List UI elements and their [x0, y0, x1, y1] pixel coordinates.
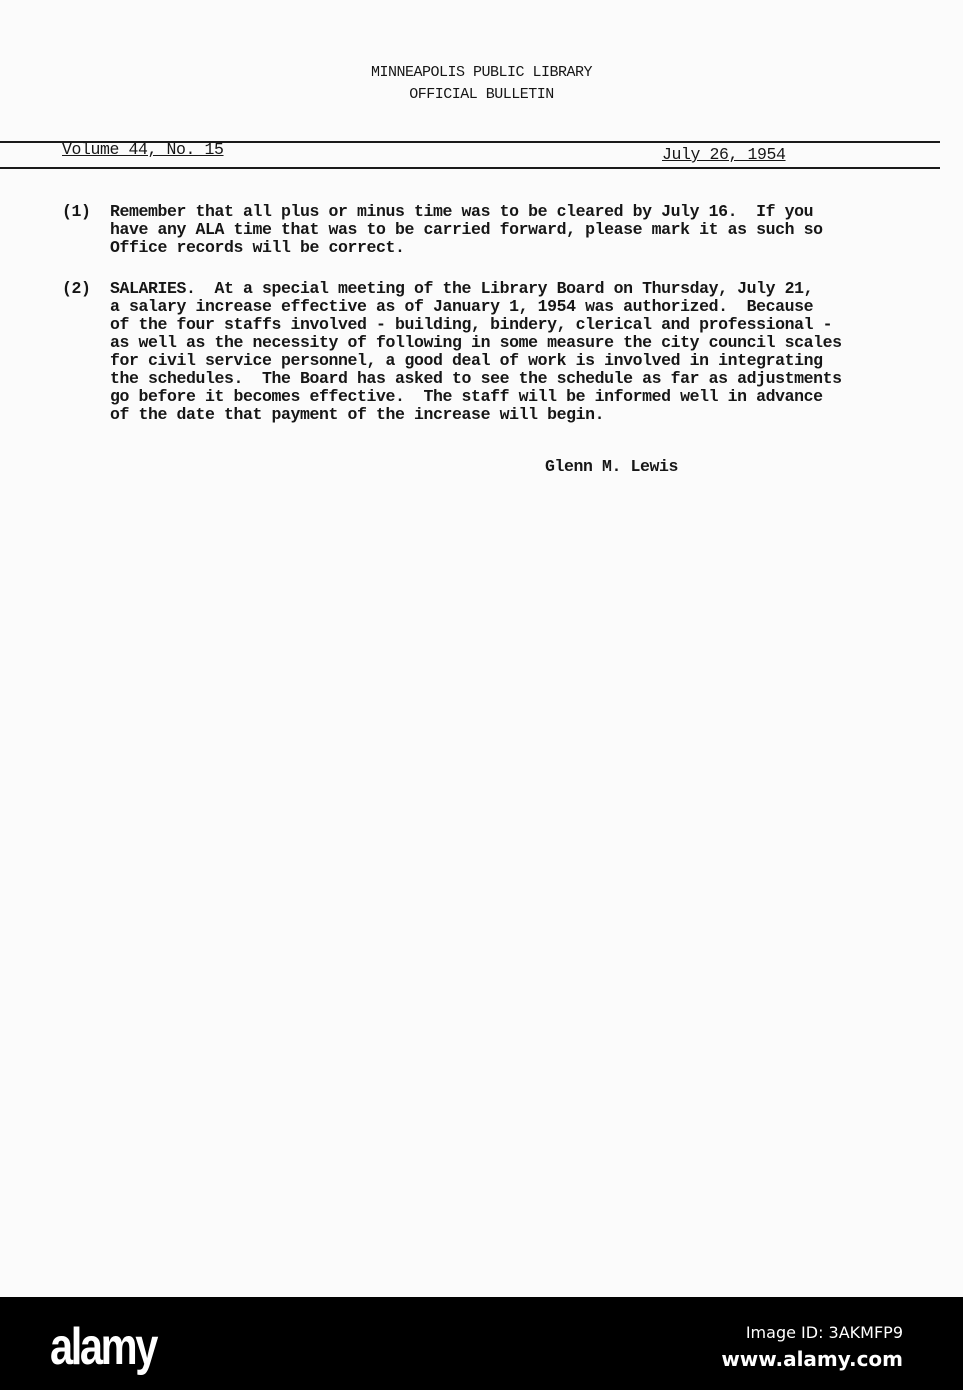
item-number: (2) — [62, 279, 91, 298]
item-line: Office records will be correct. — [110, 238, 405, 257]
item-line: of the four staffs involved - building, bindery, clerical and professional - — [110, 315, 833, 334]
image-id: Image ID: 3AKMFP9 — [745, 1323, 903, 1342]
item-line: as well as the necessity of following in some measure the city council scales — [110, 333, 842, 352]
volume-number: Volume 44, No. 15 — [62, 140, 224, 159]
watermark-banner — [0, 1297, 963, 1390]
bulletin-title: OFFICIAL BULLETIN — [409, 86, 554, 103]
bottom-rule — [0, 167, 940, 169]
item-line: the schedules. The Board has asked to see the schedule as far as adjustments — [110, 369, 842, 388]
item-line: Remember that all plus or minus time was to be cleared by July 16. If you — [110, 202, 814, 221]
item-number: (1) — [62, 202, 91, 221]
item-line: of the date that payment of the increase will begin. — [110, 405, 605, 424]
item-line: SALARIES. At a special meeting of the Library Board on Thursday, July 21, — [110, 279, 814, 298]
watermark-url: www.alamy.com — [721, 1347, 903, 1371]
item-line: for civil service personnel, a good deal of work is involved in integrating — [110, 351, 823, 370]
item-line: a salary increase effective as of January 1, 1954 was authorized. Because — [110, 297, 814, 316]
library-name: MINNEAPOLIS PUBLIC LIBRARY — [370, 64, 593, 81]
bulletin-date: July 26, 1954 — [662, 145, 786, 164]
alamy-logo: alamy — [50, 1318, 156, 1376]
signature: Glenn M. Lewis — [545, 457, 679, 476]
item-line: have any ALA time that was to be carried forward, please mark it as such so — [110, 220, 823, 239]
item-line: go before it becomes effective. The staff will be informed well in advance — [110, 387, 823, 406]
